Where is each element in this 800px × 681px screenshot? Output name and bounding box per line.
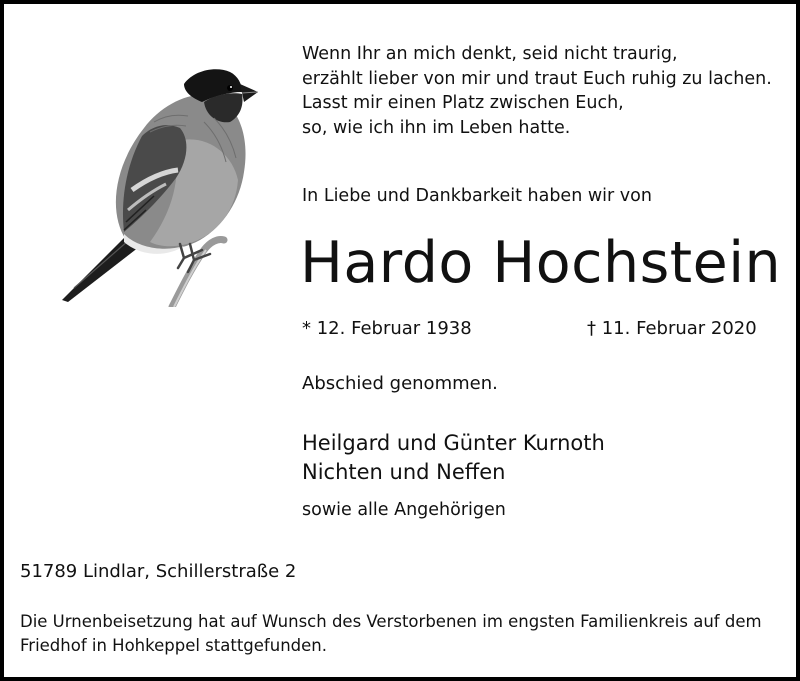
poem-line: Wenn Ihr an mich denkt, seid nicht traurig, bbox=[302, 44, 678, 64]
deceased-name: Hardo Hochstein bbox=[300, 230, 782, 296]
bullfinch-bird-icon bbox=[54, 62, 264, 307]
intro-text: In Liebe und Dankbarkeit haben wir von bbox=[302, 186, 652, 206]
farewell-text: Abschied genommen. bbox=[302, 373, 498, 394]
birth-date: * 12. Februar 1938 bbox=[302, 318, 472, 339]
burial-note: Die Urnenbeisetzung hat auf Wunsch des Verstorbenen im engsten Familienkreis auf dem Friedhof in Hohkeppel stattgefunden. bbox=[20, 612, 762, 655]
mourner-line: Nichten und Neffen bbox=[302, 460, 506, 484]
poem-line: so, wie ich ihn im Leben hatte. bbox=[302, 117, 571, 138]
mourner-line: Heilgard und Günter Kurnoth bbox=[302, 431, 605, 455]
other-relatives: sowie alle Angehörigen bbox=[302, 500, 506, 520]
address: 51789 Lindlar, Schillerstraße 2 bbox=[20, 561, 297, 582]
poem bbox=[302, 42, 772, 140]
mourners-list bbox=[302, 429, 605, 487]
poem-line: Lasst mir einen Platz zwischen Euch, bbox=[302, 93, 624, 113]
death-date: † 11. Februar 2020 bbox=[587, 318, 757, 339]
poem-line: erzählt lieber von mir und traut Euch ruhig zu lachen. bbox=[302, 68, 772, 89]
